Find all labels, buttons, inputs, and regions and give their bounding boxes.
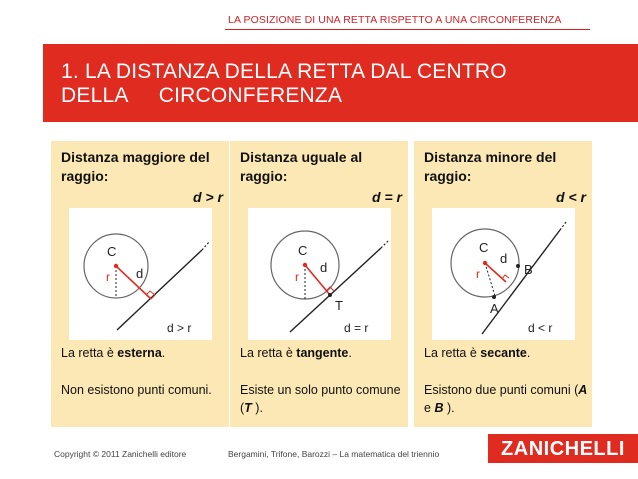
authors: Bergamini, Trifone, Barozzi – La matematica del triennio (228, 449, 440, 459)
center-point (483, 261, 487, 265)
column-heading: Distanza minore del raggio: (424, 149, 557, 184)
figure-caption: d > r (167, 321, 192, 335)
copyright: Copyright © 2011 Zanichelli editore (54, 449, 187, 459)
center-point (114, 264, 118, 268)
column-tangent (230, 141, 408, 427)
logo-text: ZANICHELLI (501, 438, 625, 460)
statement: La retta è esterna. (61, 346, 166, 360)
radius-label: r (106, 270, 110, 284)
figure-secant (432, 208, 575, 340)
right-angle-mark (326, 287, 334, 291)
intersection-b (516, 264, 520, 268)
column-secant (414, 141, 592, 427)
figure-caption: d = r (344, 321, 369, 335)
line-extension (381, 241, 388, 248)
figure-external (69, 208, 212, 340)
line-extension (202, 242, 209, 250)
line-extension (560, 222, 566, 230)
column-relation: d > r (193, 189, 223, 205)
distance-label: d (136, 266, 144, 281)
secant-line (117, 250, 202, 330)
intersection-a (492, 295, 496, 299)
column-relation: d = r (372, 189, 402, 205)
secant-line (482, 230, 560, 334)
distance-label: d (320, 260, 328, 275)
point-a-label: A (490, 301, 499, 316)
radius-label: r (476, 267, 480, 281)
column-external (51, 141, 229, 427)
center-point (303, 263, 307, 267)
header-rule (225, 29, 590, 30)
column-relation: d < r (556, 189, 586, 205)
distance-label: d (500, 251, 508, 266)
title-banner (43, 44, 638, 122)
point-b-label: B (524, 262, 533, 277)
column-heading: Distanza uguale al raggio: (240, 149, 363, 184)
statement: La retta è tangente. (240, 346, 352, 360)
section-label: LA POSIZIONE DI UNA RETTA RISPETTO A UNA CIRCONFERENZA (228, 14, 562, 26)
center-label: C (298, 243, 308, 258)
tangent-line (290, 248, 381, 332)
page-title: 1. LA DISTANZA DELLA RETTA DAL CENTRO DELLA CIRCONFERENZA (61, 60, 507, 107)
tangent-point (328, 293, 332, 297)
figure-caption: d < r (528, 321, 553, 335)
note: Esistono due punti comuni (A e B ). (424, 383, 588, 415)
right-angle-mark (502, 275, 509, 279)
statement: La retta è secante. (424, 346, 531, 360)
center-label: C (479, 240, 489, 255)
note: Esiste un solo punto comune (T ). (240, 383, 401, 415)
radius-label: r (295, 270, 299, 284)
note: Non esistono punti comuni. (61, 383, 212, 397)
publisher-logo (488, 434, 638, 463)
tangent-point-label: T (335, 298, 343, 313)
center-label: C (107, 244, 117, 259)
distance-segment (116, 266, 151, 299)
column-heading: Distanza maggiore del raggio: (61, 149, 210, 184)
figure-tangent (248, 208, 391, 340)
